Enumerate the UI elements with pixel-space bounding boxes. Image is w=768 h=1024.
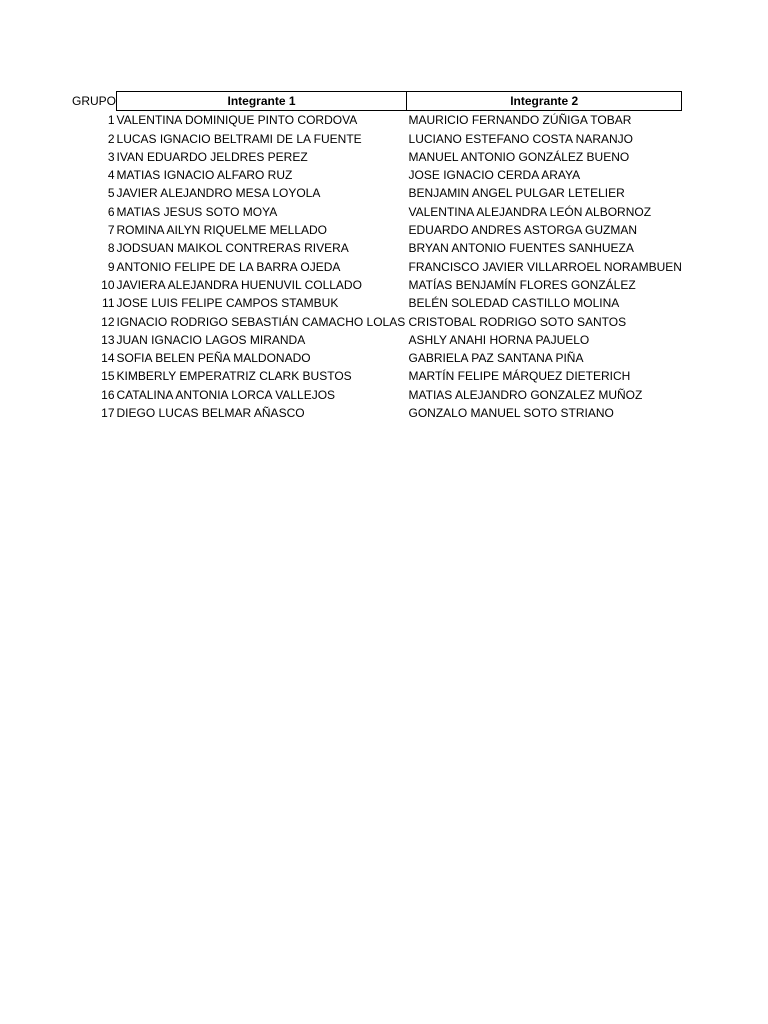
integrante-2-cell[interactable]: MATIAS ALEJANDRO GONZALEZ MUÑOZ [408, 387, 643, 402]
group-number-cell[interactable]: 16 [101, 387, 115, 402]
group-number-cell[interactable]: 6 [107, 204, 115, 219]
header-grupo[interactable]: GRUPO [72, 94, 117, 108]
table-row [72, 148, 682, 166]
integrante-1-cell[interactable]: JOSE LUIS FELIPE CAMPOS STAMBUK [116, 296, 339, 311]
group-number-cell[interactable]: 2 [107, 131, 115, 146]
integrante-1-cell[interactable]: JUAN IGNACIO LAGOS MIRANDA [116, 332, 306, 347]
table-row [72, 331, 682, 349]
integrante-1-cell[interactable]: JAVIER ALEJANDRO MESA LOYOLA [116, 186, 321, 201]
header-row [72, 92, 682, 111]
integrante-2-cell[interactable]: JOSE IGNACIO CERDA ARAYA [408, 168, 581, 183]
integrante-2-cell[interactable]: CRISTOBAL RODRIGO SOTO SANTOS [408, 314, 627, 329]
integrante-2-cell[interactable]: GABRIELA PAZ SANTANA PIÑA [408, 351, 584, 366]
integrante-1-cell[interactable]: JAVIERA ALEJANDRA HUENUVIL COLLADO [116, 277, 362, 292]
integrante-1-cell[interactable]: MATIAS IGNACIO ALFARO RUZ [116, 168, 293, 183]
integrante-2-cell[interactable]: MAURICIO FERNANDO ZÚÑIGA TOBAR [408, 113, 632, 128]
integrante-1-cell[interactable]: CATALINA ANTONIA LORCA VALLEJOS [116, 387, 336, 402]
group-number-cell[interactable]: 13 [101, 332, 115, 347]
group-number-cell[interactable]: 12 [101, 314, 115, 329]
group-number-cell[interactable]: 8 [107, 241, 115, 256]
integrante-2-cell[interactable]: EDUARDO ANDRES ASTORGA GUZMAN [408, 223, 638, 238]
group-number-cell[interactable]: 11 [102, 296, 115, 311]
group-number-cell[interactable]: 5 [107, 186, 115, 201]
group-number-cell[interactable]: 10 [101, 277, 115, 292]
integrante-1-cell[interactable]: ANTONIO FELIPE DE LA BARRA OJEDA [116, 259, 341, 274]
table-row [72, 258, 682, 276]
table-body [72, 111, 682, 423]
table-row [72, 111, 682, 130]
group-number-cell[interactable]: 14 [101, 351, 115, 366]
table-row [72, 239, 682, 257]
integrante-1-cell[interactable]: JODSUAN MAIKOL CONTRERAS RIVERA [116, 241, 349, 256]
table-row [72, 221, 682, 239]
table-row [72, 276, 682, 294]
group-number-cell[interactable]: 3 [107, 149, 115, 164]
integrante-1-cell[interactable]: IVAN EDUARDO JELDRES PEREZ [116, 149, 308, 164]
integrante-2-cell[interactable]: FRANCISCO JAVIER VILLARROEL NORAMBUEN [408, 259, 682, 274]
table-row [72, 367, 682, 385]
table-row [72, 349, 682, 367]
table-row [72, 386, 682, 404]
group-table [72, 91, 682, 422]
integrante-1-cell[interactable]: MATIAS JESUS SOTO MOYA [116, 204, 278, 219]
group-number-cell[interactable]: 4 [107, 168, 115, 183]
group-number-cell[interactable]: 17 [101, 406, 115, 421]
header-integrante-1[interactable]: Integrante 1 [117, 92, 407, 111]
integrante-2-cell[interactable]: GONZALO MANUEL SOTO STRIANO [408, 406, 614, 421]
integrante-2-cell[interactable]: VALENTINA ALEJANDRA LEÓN ALBORNOZ [408, 204, 652, 219]
spreadsheet-sheet [72, 91, 682, 422]
table-row [72, 184, 682, 202]
table-row [72, 130, 682, 148]
integrante-2-cell[interactable]: MATÍAS BENJAMÍN FLORES GONZÁLEZ [408, 277, 636, 292]
group-number-cell[interactable]: 7 [107, 223, 115, 238]
group-number-cell[interactable]: 1 [107, 113, 115, 128]
integrante-1-cell[interactable]: VALENTINA DOMINIQUE PINTO CORDOVA [116, 113, 358, 128]
table-row [72, 203, 682, 221]
integrante-2-cell[interactable]: MANUEL ANTONIO GONZÁLEZ BUENO [408, 149, 630, 164]
integrante-2-cell[interactable]: ASHLY ANAHI HORNA PAJUELO [408, 332, 590, 347]
integrante-1-cell[interactable]: LUCAS IGNACIO BELTRAMI DE LA FUENTE [116, 131, 362, 146]
integrante-1-cell[interactable]: DIEGO LUCAS BELMAR AÑASCO [116, 406, 305, 421]
header-integrante-2[interactable]: Integrante 2 [407, 92, 682, 111]
integrante-2-cell[interactable]: BENJAMIN ANGEL PULGAR LETELIER [408, 186, 625, 201]
integrante-2-cell[interactable]: LUCIANO ESTEFANO COSTA NARANJO [408, 131, 633, 146]
integrante-2-cell[interactable]: BRYAN ANTONIO FUENTES SANHUEZA [408, 241, 634, 256]
table-row [72, 313, 682, 331]
integrante-2-cell[interactable]: MARTÍN FELIPE MÁRQUEZ DIETERICH [408, 369, 631, 384]
table-row [72, 166, 682, 184]
integrante-2-cell[interactable]: BELÉN SOLEDAD CASTILLO MOLINA [408, 296, 620, 311]
table-row [72, 294, 682, 312]
table-row [72, 404, 682, 422]
integrante-1-cell[interactable]: KIMBERLY EMPERATRIZ CLARK BUSTOS [116, 369, 352, 384]
integrante-1-cell[interactable]: IGNACIO RODRIGO SEBASTIÁN CAMACHO LOLAS [116, 314, 406, 329]
group-number-cell[interactable]: 9 [107, 259, 115, 274]
integrante-1-cell[interactable]: SOFIA BELEN PEÑA MALDONADO [116, 351, 311, 366]
integrante-1-cell[interactable]: ROMINA AILYN RIQUELME MELLADO [116, 223, 328, 238]
group-number-cell[interactable]: 15 [101, 369, 115, 384]
